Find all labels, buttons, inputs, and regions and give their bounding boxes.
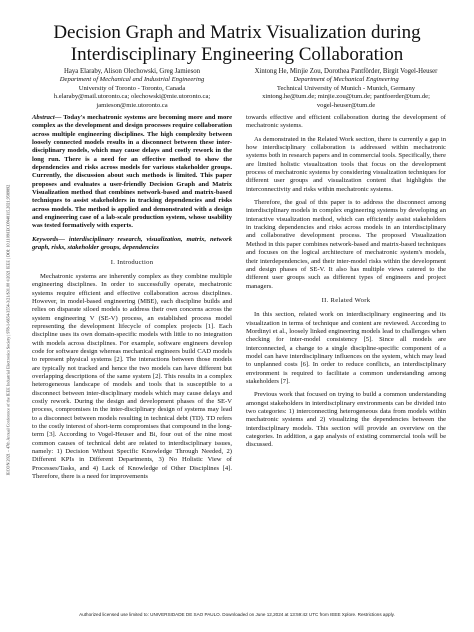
author-department: Department of Mechanical and Industrial Engineering <box>59 76 205 84</box>
author-university: University of Toronto - Toronto, Canada <box>78 84 186 92</box>
author-names: Haya Elaraby, Alison Olechowski, Greg Jamieson <box>63 68 201 75</box>
license-footer: Authorized licensed use limited to: UNIVERSIDADE DE SAO PAULO. Downloaded on June 12,2024 at 13:59:42 UTC from IEEE Xplore. Restrictions apply. <box>79 612 395 617</box>
right-column <box>246 114 446 455</box>
keywords: Keywords— interdisciplinary research, visualization, matrix, network graph, risks, stakeholder groups, dependencies <box>32 235 232 252</box>
author-block-left <box>32 68 232 110</box>
author-university: Technical University of Munich - Munich, Germany <box>276 84 416 92</box>
section-heading-related-work: II. Related Work <box>321 296 371 304</box>
paragraph-related-work: In this section, related work on interdisciplinary engineering and its visualization in terms of technique and content are reviewed. According to Mordinyi et al., loosely linked engineering models lead to challenges when checking for inter-model consistency [5]. Since all models are interconnected, a change to a single discipline-specific component of a model can have interdisciplinary influences on the system, which may lead to unplanned costs [6]. In order to reduce conflicts, an interdisciplinary environment is required to facilitate a common understanding among stakeholders [7]. <box>246 311 446 385</box>
abstract-body: — Today's mechatronic systems are becoming more and more complex as the development and design processes require collaboration across multiple engineering disciplines. The high complexity between loosely connected models results in a disconnect between these inter-disciplinary models, which may cause delays and costly rework in the long run. There is a need for an effective method to show the dependencies and risks across models for various stakeholder groups. Currently, the discussion about such methods is limited. This paper proposes and evaluates a user-friendly Decision Graph and Matrix Visualization method that combines network-based and matrix-based techniques to assist stakeholders in tracking dependencies and risks across models. The method is applied and demonstrated with a design and engineering case of a lab-scale production system, whose usability was tested formatively with experts. <box>32 114 233 230</box>
paragraph-continued: towards effective and efficient collaboration during the development of mechatronic systems. <box>246 114 446 130</box>
author-email-2: jamieson@mie.utoronto.ca <box>96 101 168 109</box>
title-line-2: Interdisciplinary Engineering Collaboration <box>70 44 404 65</box>
paper-title <box>30 22 444 66</box>
abstract-label: Abstract <box>32 114 55 121</box>
abstract <box>32 114 232 231</box>
author-email-2: vogel-heuser@tum.de <box>316 101 376 109</box>
paragraph-gap: As demonstrated in the Related Work section, there is currently a gap in how interdisciplinary collaboration is addressed within mechatronic systems both in research papers and in commercial tools. Specifically, there are limited holistic visualization tools that focus on the development process of mechatronic systems by considering visualization techniques for different user groups and visualization content that highlights the interconnectivity and risks within mechatronic systems. <box>246 135 446 193</box>
intro-paragraph: Mechatronic systems are inherently complex as they combine multiple engineering disciplines. In order to successfully operate, mechatronic systems require efficient and effective collaboration across disciplines. However, in model-based engineering (MBE), each discipline builds and relies on disparate siloed models to address their own concerns across the system engineering V (SE-V) process, an established process model representing the development lifecycle of complex projects [1]. Each discipline uses its own domain-specific models with little to no integration with models across disciplines. For example, software engineers develop code for software design whereas mechanical engineers build CAD models to represent physical systems [2]. The interactions between those models are typically not tracked and hence the two models can have different but overlapping descriptions of the same system [2]. This results in a complex heterogeneous landscape of models and tools that is susceptible to a disconnect between inter-disciplinary models which may cause delays and costly rework. During the design and development phases of the SE-V process, compromises in the inter-disciplinary design of systems may lead to a disconnect between models resulting in technical debt (TD). TD refers to the costly interest of short-term compromises that compound in the long-term [3]. According to Vogel-Heuser and Bi, four out of the nine most common causes of technical debt are related to interdisciplinary issues, namely: 1) Decision Without Specific Knowledge Through Needed, 2) Different KPIs in Different Departments, 3) No Holistic View of Processes/Tasks, and 4) Lack of Knowledge of Other Disciplines [4]. Therefore, there is a need for improvements <box>32 272 232 481</box>
paragraph-previous-work: Previous work that focused on trying to build a common understanding amongst stakeholders in interdisciplinary environments can be divided into two categories: 1) interconnecting heterogeneous data from models within mechatronic systems and 2) visualizing the dependencies between the interdisciplinary models. This section will provide an overview on the categories. In addition, a gap analysis of existing commercial tools will be discussed. <box>246 391 446 449</box>
author-block-right <box>246 68 446 110</box>
paragraph-goal: Therefore, the goal of this paper is to address the disconnect among interdisciplinary models in complex engineering systems by developing an interactive visualization method, which can efficiently assist stakeholders in tracking dependencies and risks across models in an interdisciplinary and collaborative development process. The proposed Visualization Method in this paper combines network-based and matrix-based techniques and focuses on the logical architecture of mechatronic system's models, their interdependencies, and their inter-model risks within the development and design phases of SE-V. It also has multiple views catered to the different user groups such as different types of engineers and project managers. <box>246 199 446 290</box>
left-column <box>32 114 232 486</box>
author-email-1: h.elaraby@mail.utoronto.ca; olechowski@mie.utoronto.ca; <box>53 93 211 101</box>
author-email-1: xintong.he@tum.de; minjie.zou@tum.de; pantfoerder@tum.de; <box>262 93 430 101</box>
author-department: Department of Mechanical Engineering <box>293 76 399 84</box>
title-line-1: Decision Graph and Matrix Visualization during <box>53 22 421 43</box>
section-heading-introduction: I. Introduction <box>110 258 154 266</box>
doi-sidebar-text: IECON 2021 – 47th Annual Conference of the IEEE Industrial Electronics Society | 978-1-6654-3554-3/21/$31.00 ©2021 IEEE | DOI: 10.1109/IECON48115.2021.9589892 <box>5 184 11 476</box>
author-names: Xintong He, Minjie Zou, Dorothea Pantförder, Birgit Vogel-Heuser <box>254 68 438 75</box>
doi-sidebar <box>3 70 13 590</box>
